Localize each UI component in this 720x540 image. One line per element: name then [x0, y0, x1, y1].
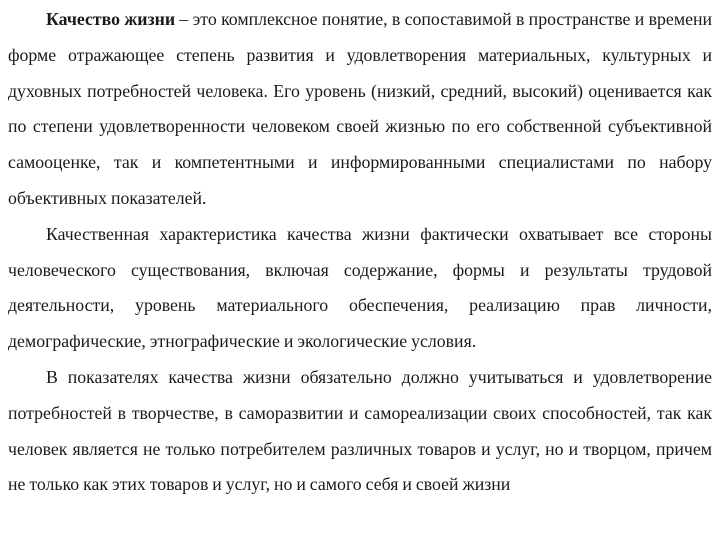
definition-text: – это комплексное понятие, в сопоставимой в пространстве и времени форме отражающее степень развития и удовлетворения материальных, культурных и духовных потребностей человека. Его уровень (низкий, средний, высокий) оценивается как по степени удовлетворенности человеком своей жизнью по его собственной субъективной самооценке, так и компетентными и информированными специалистами по набору объективных показателей.: [8, 9, 712, 208]
paragraph-characteristics: Качественная характеристика качества жизни фактически охватывает все стороны человеческого существования, включая содержание, формы и результаты трудовой деятельности, уровень материального обеспечения, реализацию прав личности, демографические, этнографические и экологические условия.: [8, 223, 712, 352]
term-quality-of-life: Качество жизни: [46, 9, 176, 29]
paragraph-definition: [8, 2, 712, 217]
paragraph-indicators: В показателях качества жизни обязательно должно учитываться и удовлетворение потребностей в творчестве, в саморазвитии и самореализации своих способностей, так как человек является не только потребителем различных товаров и услуг, но и творцом, причем не только как этих товаров и услуг, но и самого себя и своей жизни: [8, 366, 712, 495]
